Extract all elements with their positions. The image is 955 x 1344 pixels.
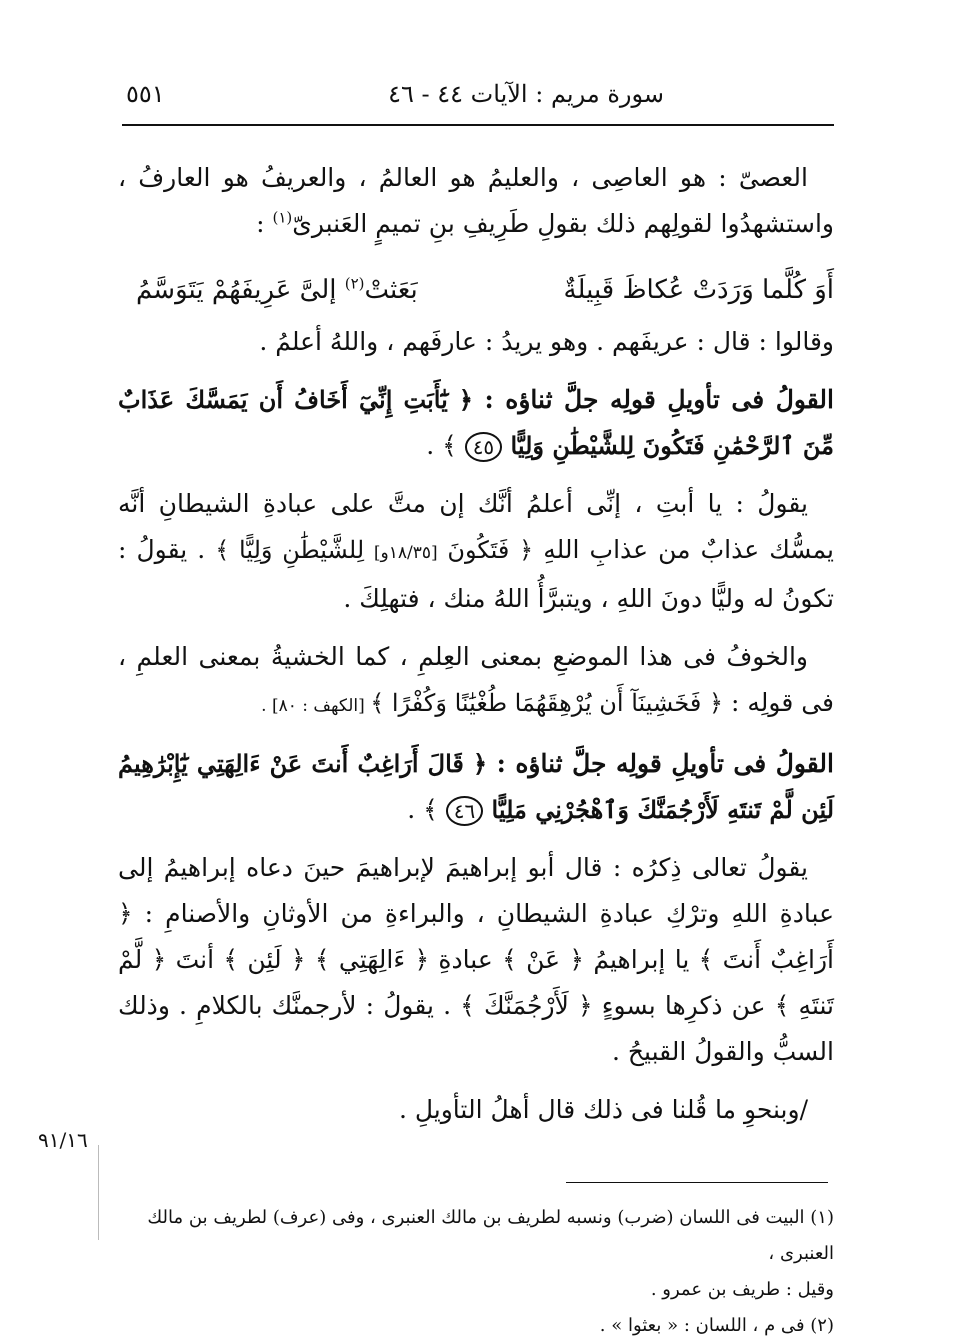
footnote-1-cont: وقيل : طريف بن عمرو . <box>650 1279 834 1300</box>
ayah-number-45: ٤٥ <box>465 432 502 462</box>
header-rule <box>122 124 834 126</box>
paragraph-1-text: العصىّ : هو العاصِى ، والعليمُ هو العالمُ ، والعريفُ هو العارفُ ، واستشهدُوا لقولِهم ذلك بقولِ طَرِيفِ بنِ تميمٍ العَنبرىّ <box>118 163 834 238</box>
paragraph-5 <box>118 634 834 729</box>
footnote-2: (٢) فى م ، اللسان : « بعثوا » . <box>599 1315 834 1336</box>
quran-verse-45: ﴿ يَٰٓأَبَتِ إِنِّيٓ أَخَافُ أَن يَمَسَّكَ عَذَابٌ مِّنَ ٱلرَّحْمَٰنِ فَتَكُونَ لِلشَّيْطَٰنِ وَلِيًّا <box>118 385 834 460</box>
kahf-ref: [الكهف : ٨٠] . <box>261 696 371 716</box>
paragraph-4-a: يقولُ : يا أبتِ ، إنِّى أعلمُ أنَّك إن متَّ على عبادةِ الشيطانِ أنَّه يمسُّك عذابٌ من عذابِ اللهِ <box>118 489 834 564</box>
footnote-1: (١) البيت فى اللسان (ضرب) ونسبه لطريف بن مالك العنبرى ، وفى (عرف) لطريف بن مالك العنبرى ، <box>147 1207 834 1264</box>
footnote-mark-2: (٢) <box>344 274 365 293</box>
footnote-mark-1: (١) <box>272 208 293 227</box>
margin-folio-ref: ٩١/١٦ <box>38 1128 88 1152</box>
quran-quote-2: لِلشَّيْطَٰنِ وَلِيًّا ﴾ <box>215 536 374 564</box>
page-number: ٥٥١ <box>126 80 165 108</box>
quran-verse-46: ﴿ قَالَ أَرَاغِبٌ أَنتَ عَنْ ءَالِهَتِي يَٰٓإِبْرَٰهِيمُ لَئِن لَّمْ تَنتَهِ لَأَرْجُمَنَّكَ وَٱهْجُرْنِي مَلِيًّا <box>118 749 834 824</box>
paragraph-2: وقالوا : قال : عريفَهم . وهو يريدُ : عارفَهم ، واللهُ أعلمُ . <box>259 327 834 356</box>
manuscript-ref: [١٨/٣٥و] <box>373 543 438 563</box>
verse-hemistich-1: أَوَ كُلَّما وَرَدَتْ عُكاظَ قَبِيلَةٌ <box>563 275 834 305</box>
verse-hemistich-2-a: بَعَثتْ <box>364 275 418 305</box>
ayah-number-46: ٤٦ <box>446 796 483 826</box>
paragraph-7: يقولُ تعالى ذِكرُه : قال أبو إبراهيمَ لإبراهيمَ حينَ دعاه إبراهيمُ إلى عبادةِ اللهِ وترْكِ عبادةِ الشيطانِ ، والبراءةِ من الأوثانِ والأصنامِ : ﴿ أَرَاغِبٌ أَنتَ ﴾ يا إبراهيمُ ﴿ عَنْ ﴾ عبادةِ ﴿ ءَالِهَتِي ﴾ ﴿ لَئِن ﴾ أنتَ ﴿ لَّمْ تَنتَهِ ﴾ عن ذكرِها بسوءٍ ﴿ لَأَرْجُمَنَّكَ ﴾ . يقولُ : لأرجمنَّك بالكلامِ . وذلك السبُّ والقولُ القبيحُ . <box>118 853 834 1066</box>
running-header <box>122 78 834 122</box>
quran-quote-kahf: ﴿ فَخَشِينَآ أَن يُرْهِقَهُمَا طُغْيَٰنًا وَكُفْرًا ﴾ <box>370 689 724 717</box>
paragraph-6 <box>118 741 834 833</box>
paragraph-8: /وبنحوِ ما قُلنا فى ذلك قال أهلُ التأويلِ . <box>398 1095 808 1124</box>
scan-margin-line <box>98 1145 99 1240</box>
section-heading-46: القولُ فى تأويلِ قولِه جلَّ ثناؤه : <box>487 749 834 778</box>
paragraph-3-close: ﴾ . <box>426 431 465 460</box>
surah-title: سورة مريم : الآيات ٤٤ - ٤٦ <box>388 80 664 108</box>
paragraph-3 <box>118 377 834 469</box>
poetry-verse <box>118 259 834 319</box>
paragraph-1-end: : <box>256 209 273 238</box>
verse-hemistich-2 <box>136 267 418 313</box>
paragraph-4-b: . يقولُ : تكونُ له وليًّا دونَ اللهِ ، ويتبرَّأُ اللهُ منك ، فتهلِكَ . <box>118 535 834 613</box>
paragraph-1 <box>118 155 834 247</box>
main-text <box>118 155 834 1133</box>
quran-quote-1: ﴿ فَتَكُونَ <box>437 536 534 564</box>
section-heading-45: القولُ فى تأويلِ قولِه جلَّ ثناؤه : <box>473 385 834 414</box>
paragraph-5-a: والخوفُ فى هذا الموضعِ بمعنى العِلمِ ، كما الخشيةُ بمعنى العلمِ ، فى قولِه : <box>118 642 834 717</box>
footnotes <box>118 1200 834 1344</box>
paragraph-6-close: ﴾ . <box>407 795 446 824</box>
paragraph-4 <box>118 481 834 622</box>
footnote-rule <box>566 1182 828 1183</box>
verse-hemistich-2-b: إلىَّ عَرِيفَهُمْ يَتَوَسَّمُ <box>136 275 345 305</box>
